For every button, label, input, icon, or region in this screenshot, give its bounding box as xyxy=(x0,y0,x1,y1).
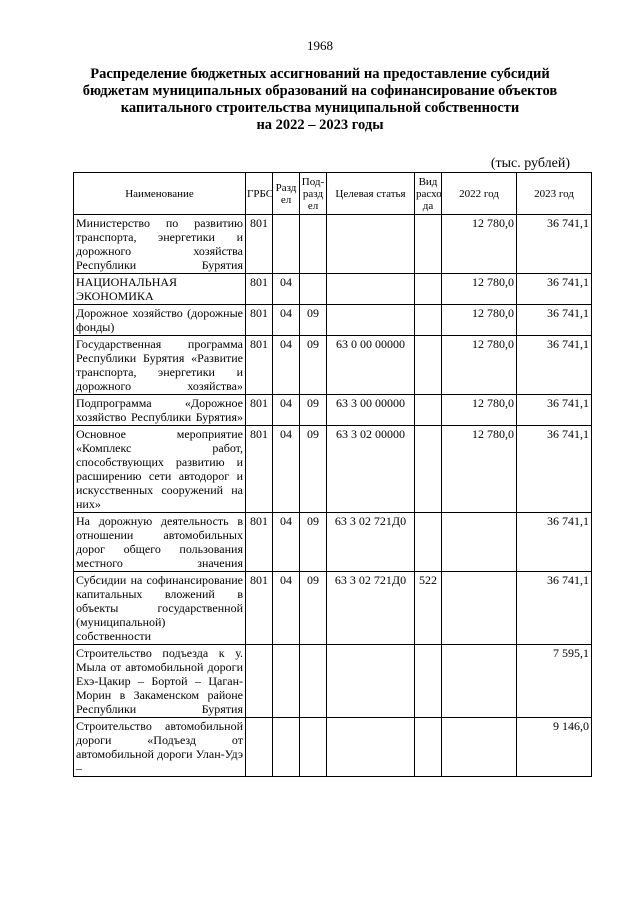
cell-name: Основное мероприятие «Комплекс работ, способствующих развитию и расширению сети автодорог и искусственных сооружений на них» xyxy=(74,426,246,513)
cell-grbs: 801 xyxy=(246,572,273,645)
cell-podrazdel xyxy=(300,645,327,718)
cell-target: 63 3 02 00000 xyxy=(327,426,415,513)
cell-grbs: 801 xyxy=(246,336,273,395)
cell-2022 xyxy=(442,572,517,645)
cell-2023: 36 741,1 xyxy=(517,572,592,645)
cell-podrazdel: 09 xyxy=(300,336,327,395)
cell-target xyxy=(327,718,415,777)
title-line: капитального строительства муниципальной собственности xyxy=(120,100,520,116)
cell-vid xyxy=(415,305,442,336)
cell-grbs: 801 xyxy=(246,215,273,274)
cell-2022: 12 780,0 xyxy=(442,305,517,336)
page-number: 1968 xyxy=(307,38,333,53)
document-title xyxy=(70,66,570,134)
cell-vid xyxy=(415,215,442,274)
table-row xyxy=(74,395,592,426)
cell-2023: 36 741,1 xyxy=(517,395,592,426)
cell-podrazdel xyxy=(300,718,327,777)
cell-target: 63 3 00 00000 xyxy=(327,395,415,426)
header-razdel: Разд ел xyxy=(273,173,300,215)
cell-vid xyxy=(415,513,442,572)
cell-name: Строительство подъезда к у. Мыла от автомобильной дороги Ехэ-Цакир – Бортой – Цаган-Морин в Закаменском районе Республики Бурятия xyxy=(74,645,246,718)
table-row xyxy=(74,274,592,305)
header-name: Наименование xyxy=(74,173,246,215)
cell-vid xyxy=(415,395,442,426)
cell-target: 63 3 02 721Д0 xyxy=(327,572,415,645)
cell-razdel: 04 xyxy=(273,305,300,336)
cell-razdel xyxy=(273,718,300,777)
cell-name: НАЦИОНАЛЬНАЯ ЭКОНОМИКА xyxy=(74,274,246,305)
cell-vid xyxy=(415,336,442,395)
units-label: (тыс. рублей) xyxy=(490,156,570,171)
cell-name: Министерство по развитию транспорта, энергетики и дорожного хозяйства Республики Бурятия xyxy=(74,215,246,274)
cell-razdel: 04 xyxy=(273,274,300,305)
table-row xyxy=(74,305,592,336)
cell-2023: 36 741,1 xyxy=(517,336,592,395)
cell-2022 xyxy=(442,718,517,777)
cell-2023: 7 595,1 xyxy=(517,645,592,718)
cell-grbs: 801 xyxy=(246,305,273,336)
cell-target xyxy=(327,215,415,274)
cell-2022: 12 780,0 xyxy=(442,336,517,395)
cell-2023: 36 741,1 xyxy=(517,215,592,274)
title-line: Распределение бюджетных ассигнований на предоставление субсидий xyxy=(90,66,550,82)
cell-grbs: 801 xyxy=(246,426,273,513)
table-row xyxy=(74,513,592,572)
cell-grbs: 801 xyxy=(246,395,273,426)
cell-2023: 36 741,1 xyxy=(517,305,592,336)
cell-vid xyxy=(415,426,442,513)
cell-podrazdel: 09 xyxy=(300,572,327,645)
cell-2023: 36 741,1 xyxy=(517,274,592,305)
table-row xyxy=(74,572,592,645)
cell-podrazdel xyxy=(300,274,327,305)
cell-name: Дорожное хозяйство (дорожные фонды) xyxy=(74,305,246,336)
cell-razdel: 04 xyxy=(273,513,300,572)
cell-razdel: 04 xyxy=(273,426,300,513)
cell-2022 xyxy=(442,645,517,718)
cell-target xyxy=(327,305,415,336)
cell-razdel: 04 xyxy=(273,395,300,426)
cell-podrazdel: 09 xyxy=(300,305,327,336)
table-row xyxy=(74,426,592,513)
cell-razdel: 04 xyxy=(273,336,300,395)
header-target: Целевая статья xyxy=(327,173,415,215)
cell-name: Строительство автомобильной дороги «Подъезд от автомобильной дороги Улан-Удэ – xyxy=(74,718,246,777)
cell-grbs: 801 xyxy=(246,274,273,305)
cell-2022 xyxy=(442,513,517,572)
cell-2022: 12 780,0 xyxy=(442,274,517,305)
cell-2023: 36 741,1 xyxy=(517,426,592,513)
cell-grbs xyxy=(246,645,273,718)
table-header-row xyxy=(74,173,592,215)
cell-podrazdel: 09 xyxy=(300,513,327,572)
cell-razdel xyxy=(273,215,300,274)
cell-grbs: 801 xyxy=(246,513,273,572)
cell-grbs xyxy=(246,718,273,777)
cell-name: Подпрограмма «Дорожное хозяйство Республики Бурятия» xyxy=(74,395,246,426)
cell-target: 63 0 00 00000 xyxy=(327,336,415,395)
title-line: на 2022 – 2023 годы xyxy=(256,117,384,133)
header-2022: 2022 год xyxy=(442,173,517,215)
cell-target xyxy=(327,645,415,718)
table-row xyxy=(74,336,592,395)
cell-razdel: 04 xyxy=(273,572,300,645)
cell-podrazdel: 09 xyxy=(300,395,327,426)
header-vid: Вид расхо да xyxy=(415,173,442,215)
cell-name: Субсидии на софинансирование капитальных вложений в объекты государственной (муниципальной) собственности xyxy=(74,572,246,645)
cell-2022: 12 780,0 xyxy=(442,215,517,274)
cell-podrazdel xyxy=(300,215,327,274)
cell-2023: 36 741,1 xyxy=(517,513,592,572)
table-row xyxy=(74,215,592,274)
table-row xyxy=(74,645,592,718)
cell-vid xyxy=(415,645,442,718)
cell-name: Государственная программа Республики Бурятия «Развитие транспорта, энергетики и дорожного хозяйства» xyxy=(74,336,246,395)
cell-razdel xyxy=(273,645,300,718)
budget-table xyxy=(73,172,592,777)
cell-2022: 12 780,0 xyxy=(442,395,517,426)
header-grbs: ГРБС xyxy=(246,173,273,215)
cell-2023: 9 146,0 xyxy=(517,718,592,777)
header-2023: 2023 год xyxy=(517,173,592,215)
cell-target: 63 3 02 721Д0 xyxy=(327,513,415,572)
cell-vid xyxy=(415,718,442,777)
cell-name: На дорожную деятельность в отношении автомобильных дорог общего пользования местного значения xyxy=(74,513,246,572)
cell-podrazdel: 09 xyxy=(300,426,327,513)
cell-vid xyxy=(415,274,442,305)
table-row xyxy=(74,718,592,777)
cell-vid: 522 xyxy=(415,572,442,645)
cell-2022: 12 780,0 xyxy=(442,426,517,513)
title-line: бюджетам муниципальных образований на софинансирование объектов xyxy=(82,83,558,99)
header-podrazdel: Под- разд ел xyxy=(300,173,327,215)
cell-target xyxy=(327,274,415,305)
